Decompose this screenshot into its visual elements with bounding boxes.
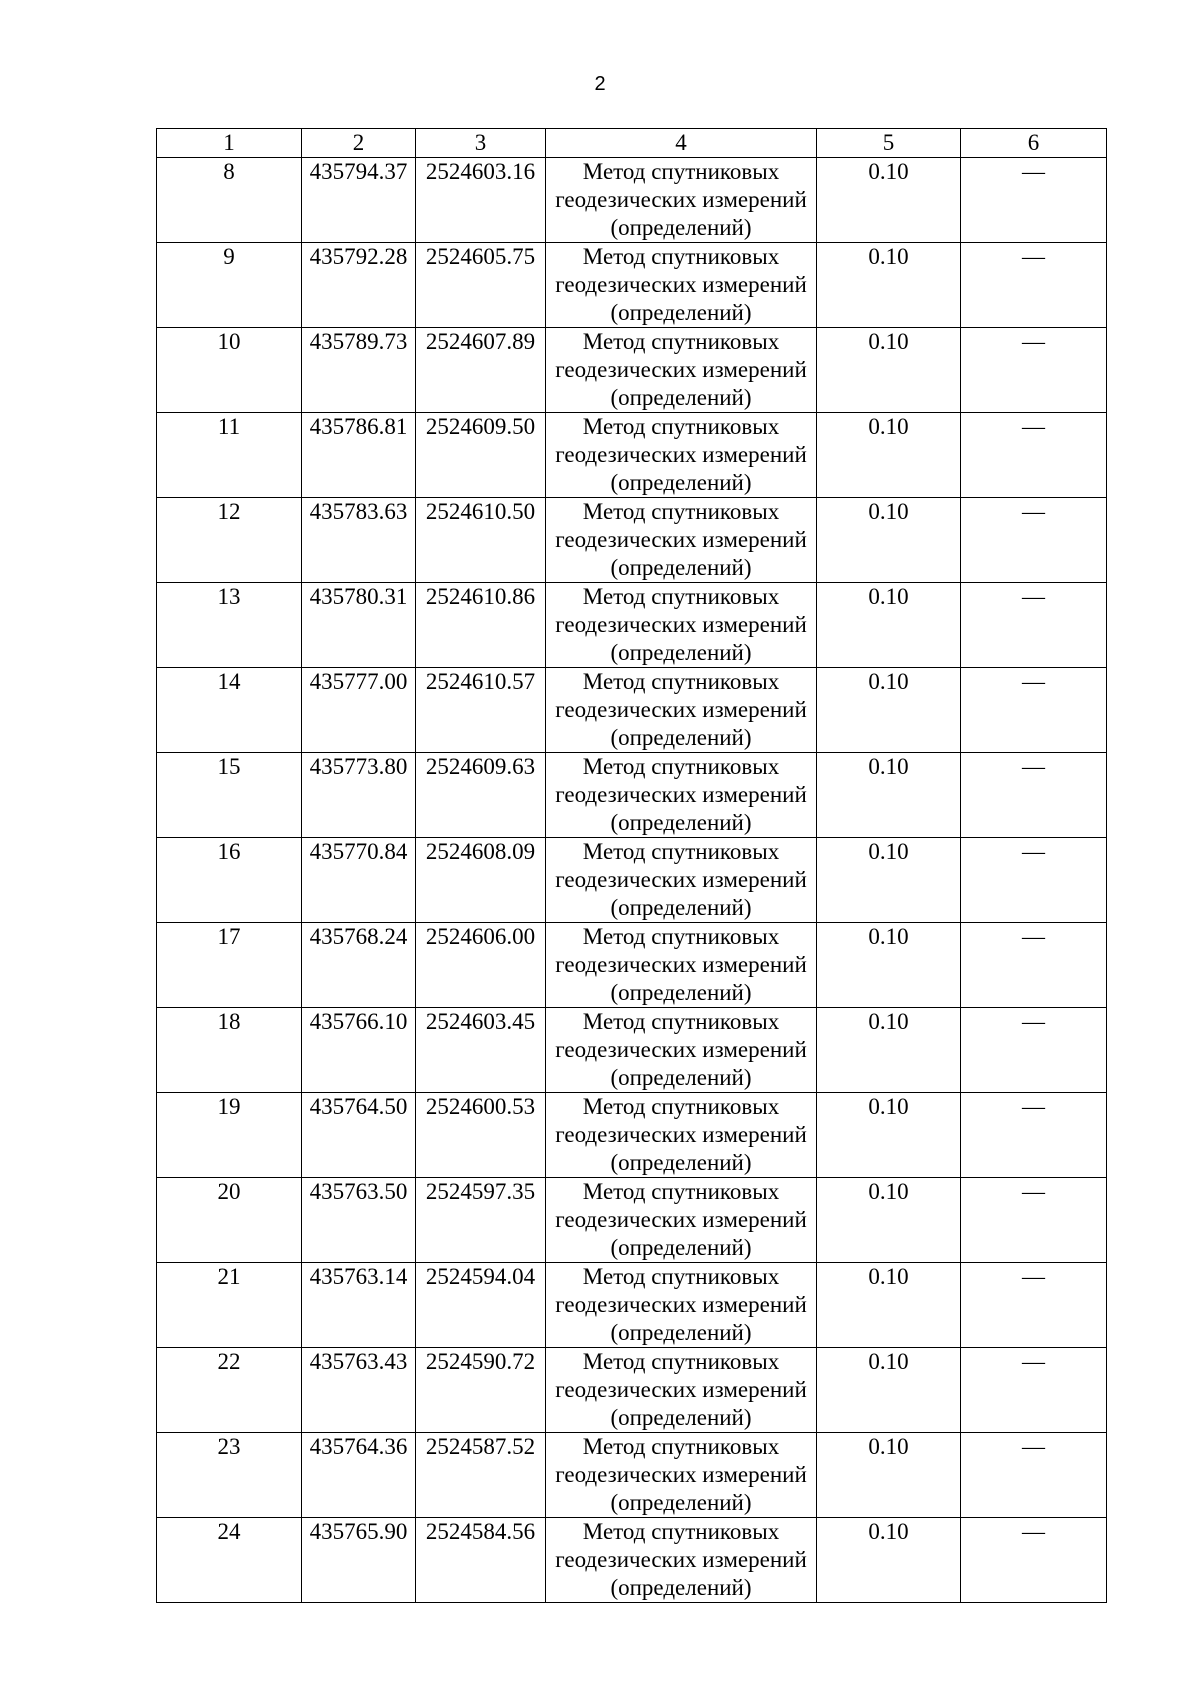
x-coordinate-cell: 435780.31 — [302, 583, 416, 668]
method-line: геодезических измерений — [555, 527, 807, 552]
method-line: (определений) — [610, 555, 752, 580]
note-cell: — — [961, 243, 1107, 328]
point-number-cell: 8 — [157, 158, 302, 243]
x-coordinate-cell: 435764.50 — [302, 1093, 416, 1178]
note-cell: — — [961, 1433, 1107, 1518]
x-coordinate-cell: 435773.80 — [302, 753, 416, 838]
note-cell: — — [961, 838, 1107, 923]
column-number-5: 5 — [817, 129, 961, 158]
method-line: геодезических измерений — [555, 1037, 807, 1062]
method-line: геодезических измерений — [555, 187, 807, 212]
y-coordinate-cell: 2524610.50 — [416, 498, 546, 583]
accuracy-cell: 0.10 — [817, 1178, 961, 1263]
accuracy-cell: 0.10 — [817, 1348, 961, 1433]
method-line: (определений) — [610, 895, 752, 920]
note-cell: — — [961, 583, 1107, 668]
note-cell: — — [961, 1093, 1107, 1178]
note-cell: — — [961, 413, 1107, 498]
note-cell: — — [961, 923, 1107, 1008]
x-coordinate-cell: 435786.81 — [302, 413, 416, 498]
method-cell — [546, 243, 817, 328]
method-line: геодезических измерений — [555, 867, 807, 892]
method-cell — [546, 498, 817, 583]
column-number-row — [157, 129, 1107, 158]
column-number-4: 4 — [546, 129, 817, 158]
note-cell: — — [961, 668, 1107, 753]
y-coordinate-cell: 2524606.00 — [416, 923, 546, 1008]
x-coordinate-cell: 435777.00 — [302, 668, 416, 753]
method-line: геодезических измерений — [555, 1462, 807, 1487]
accuracy-cell: 0.10 — [817, 838, 961, 923]
method-line: геодезических измерений — [555, 1547, 807, 1572]
method-line: Метод спутниковых — [582, 1519, 780, 1544]
method-line: Метод спутниковых — [582, 754, 780, 779]
accuracy-cell: 0.10 — [817, 158, 961, 243]
y-coordinate-cell: 2524607.89 — [416, 328, 546, 413]
method-line: (определений) — [610, 385, 752, 410]
note-cell: — — [961, 1518, 1107, 1603]
column-number-2: 2 — [302, 129, 416, 158]
table-row — [157, 923, 1107, 1008]
y-coordinate-cell: 2524587.52 — [416, 1433, 546, 1518]
table-row — [157, 1093, 1107, 1178]
method-line: Метод спутниковых — [582, 1349, 780, 1374]
table-row — [157, 158, 1107, 243]
method-line: геодезических измерений — [555, 1292, 807, 1317]
method-line: геодезических измерений — [555, 612, 807, 637]
x-coordinate-cell: 435794.37 — [302, 158, 416, 243]
method-line: геодезических измерений — [555, 442, 807, 467]
method-line: (определений) — [610, 1150, 752, 1175]
x-coordinate-cell: 435763.50 — [302, 1178, 416, 1263]
point-number-cell: 18 — [157, 1008, 302, 1093]
note-cell: — — [961, 1008, 1107, 1093]
method-line: Метод спутниковых — [582, 924, 780, 949]
y-coordinate-cell: 2524603.45 — [416, 1008, 546, 1093]
method-cell — [546, 668, 817, 753]
column-number-3: 3 — [416, 129, 546, 158]
method-cell — [546, 1433, 817, 1518]
point-number-cell: 12 — [157, 498, 302, 583]
method-cell — [546, 583, 817, 668]
y-coordinate-cell: 2524584.56 — [416, 1518, 546, 1603]
accuracy-cell: 0.10 — [817, 1008, 961, 1093]
accuracy-cell: 0.10 — [817, 498, 961, 583]
page-number: 2 — [594, 73, 606, 95]
method-line: Метод спутниковых — [582, 499, 780, 524]
column-number-6: 6 — [961, 129, 1107, 158]
method-line: Метод спутниковых — [582, 584, 780, 609]
method-line: Метод спутниковых — [582, 839, 780, 864]
x-coordinate-cell: 435770.84 — [302, 838, 416, 923]
accuracy-cell: 0.10 — [817, 1518, 961, 1603]
method-line: Метод спутниковых — [582, 414, 780, 439]
method-cell — [546, 1263, 817, 1348]
method-line: геодезических измерений — [555, 272, 807, 297]
method-cell — [546, 923, 817, 1008]
method-line: Метод спутниковых — [582, 1264, 780, 1289]
method-cell — [546, 1178, 817, 1263]
y-coordinate-cell: 2524608.09 — [416, 838, 546, 923]
y-coordinate-cell: 2524610.86 — [416, 583, 546, 668]
method-line: (определений) — [610, 215, 752, 240]
point-number-cell: 17 — [157, 923, 302, 1008]
note-cell: — — [961, 328, 1107, 413]
method-line: (определений) — [610, 640, 752, 665]
accuracy-cell: 0.10 — [817, 243, 961, 328]
method-line: Метод спутниковых — [582, 1179, 780, 1204]
method-line: (определений) — [610, 1405, 752, 1430]
x-coordinate-cell: 435763.43 — [302, 1348, 416, 1433]
table-row — [157, 1263, 1107, 1348]
method-line: (определений) — [610, 300, 752, 325]
point-number-cell: 14 — [157, 668, 302, 753]
method-line: геодезических измерений — [555, 1207, 807, 1232]
method-cell — [546, 753, 817, 838]
table-row — [157, 1518, 1107, 1603]
method-line: (определений) — [610, 725, 752, 750]
accuracy-cell: 0.10 — [817, 1263, 961, 1348]
table-row — [157, 498, 1107, 583]
method-line: геодезических измерений — [555, 782, 807, 807]
point-number-cell: 11 — [157, 413, 302, 498]
method-line: (определений) — [610, 1065, 752, 1090]
point-number-cell: 19 — [157, 1093, 302, 1178]
table-body — [157, 129, 1107, 1603]
method-line: геодезических измерений — [555, 1377, 807, 1402]
method-line: Метод спутниковых — [582, 669, 780, 694]
table-row — [157, 1008, 1107, 1093]
method-cell — [546, 413, 817, 498]
x-coordinate-cell: 435792.28 — [302, 243, 416, 328]
point-number-cell: 15 — [157, 753, 302, 838]
x-coordinate-cell: 435763.14 — [302, 1263, 416, 1348]
method-cell — [546, 1348, 817, 1433]
table-row — [157, 668, 1107, 753]
x-coordinate-cell: 435766.10 — [302, 1008, 416, 1093]
point-number-cell: 13 — [157, 583, 302, 668]
y-coordinate-cell: 2524610.57 — [416, 668, 546, 753]
point-number-cell: 21 — [157, 1263, 302, 1348]
note-cell: — — [961, 158, 1107, 243]
method-cell — [546, 1093, 817, 1178]
method-line: Метод спутниковых — [582, 329, 780, 354]
point-number-cell: 22 — [157, 1348, 302, 1433]
method-line: геодезических измерений — [555, 952, 807, 977]
accuracy-cell: 0.10 — [817, 583, 961, 668]
y-coordinate-cell: 2524594.04 — [416, 1263, 546, 1348]
method-line: (определений) — [610, 470, 752, 495]
point-number-cell: 23 — [157, 1433, 302, 1518]
accuracy-cell: 0.10 — [817, 328, 961, 413]
accuracy-cell: 0.10 — [817, 1093, 961, 1178]
method-line: (определений) — [610, 980, 752, 1005]
x-coordinate-cell: 435768.24 — [302, 923, 416, 1008]
y-coordinate-cell: 2524603.16 — [416, 158, 546, 243]
method-line: (определений) — [610, 810, 752, 835]
table-row — [157, 753, 1107, 838]
method-line: Метод спутниковых — [582, 1434, 780, 1459]
table-row — [157, 838, 1107, 923]
note-cell: — — [961, 753, 1107, 838]
table-row — [157, 1178, 1107, 1263]
table-row — [157, 328, 1107, 413]
method-line: (определений) — [610, 1575, 752, 1600]
method-cell — [546, 328, 817, 413]
y-coordinate-cell: 2524609.50 — [416, 413, 546, 498]
method-line: Метод спутниковых — [582, 1094, 780, 1119]
coordinates-table — [156, 128, 1107, 1603]
method-line: (определений) — [610, 1235, 752, 1260]
note-cell: — — [961, 1178, 1107, 1263]
table-row — [157, 1348, 1107, 1433]
method-line: (определений) — [610, 1490, 752, 1515]
method-line: геодезических измерений — [555, 1122, 807, 1147]
y-coordinate-cell: 2524609.63 — [416, 753, 546, 838]
y-coordinate-cell: 2524590.72 — [416, 1348, 546, 1433]
method-line: Метод спутниковых — [582, 244, 780, 269]
note-cell: — — [961, 1263, 1107, 1348]
method-cell — [546, 1518, 817, 1603]
point-number-cell: 16 — [157, 838, 302, 923]
method-line: (определений) — [610, 1320, 752, 1345]
point-number-cell: 20 — [157, 1178, 302, 1263]
method-cell — [546, 1008, 817, 1093]
method-line: Метод спутниковых — [582, 159, 780, 184]
accuracy-cell: 0.10 — [817, 753, 961, 838]
table-row — [157, 243, 1107, 328]
method-line: геодезических измерений — [555, 357, 807, 382]
accuracy-cell: 0.10 — [817, 668, 961, 753]
y-coordinate-cell: 2524597.35 — [416, 1178, 546, 1263]
table-row — [157, 583, 1107, 668]
x-coordinate-cell: 435764.36 — [302, 1433, 416, 1518]
method-cell — [546, 838, 817, 923]
point-number-cell: 10 — [157, 328, 302, 413]
method-line: геодезических измерений — [555, 697, 807, 722]
x-coordinate-cell: 435765.90 — [302, 1518, 416, 1603]
column-number-1: 1 — [157, 129, 302, 158]
accuracy-cell: 0.10 — [817, 1433, 961, 1518]
table-row — [157, 413, 1107, 498]
method-cell — [546, 158, 817, 243]
y-coordinate-cell: 2524605.75 — [416, 243, 546, 328]
accuracy-cell: 0.10 — [817, 413, 961, 498]
x-coordinate-cell: 435783.63 — [302, 498, 416, 583]
method-line: Метод спутниковых — [582, 1009, 780, 1034]
table-row — [157, 1433, 1107, 1518]
point-number-cell: 9 — [157, 243, 302, 328]
accuracy-cell: 0.10 — [817, 923, 961, 1008]
note-cell: — — [961, 498, 1107, 583]
note-cell: — — [961, 1348, 1107, 1433]
point-number-cell: 24 — [157, 1518, 302, 1603]
y-coordinate-cell: 2524600.53 — [416, 1093, 546, 1178]
x-coordinate-cell: 435789.73 — [302, 328, 416, 413]
